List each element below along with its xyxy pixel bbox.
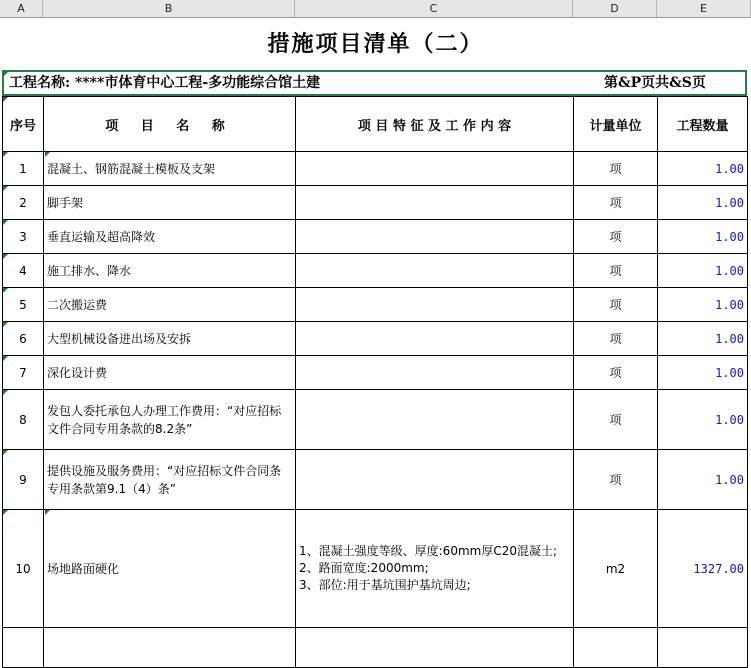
table-row — [3, 254, 748, 288]
table-header-row — [3, 97, 748, 152]
cell-quantity[interactable]: 1.00 — [658, 390, 748, 450]
cell-marker-icon — [3, 450, 8, 455]
header-quantity[interactable]: 工程数量 — [658, 97, 748, 152]
header-item-name-text: 项 目 名 称 — [105, 118, 234, 134]
table-row — [3, 186, 748, 220]
cell-quantity[interactable]: 1.00 — [658, 186, 748, 220]
header-seq[interactable]: 序号 — [3, 97, 44, 152]
cell-name[interactable]: 施工排水、降水 — [44, 254, 296, 288]
cell-unit[interactable]: 项 — [574, 220, 658, 254]
cell-unit[interactable]: 项 — [574, 254, 658, 288]
column-header-b[interactable]: B — [43, 0, 295, 17]
page-number-label: 第&P页共&S页 — [604, 75, 706, 91]
cell-feature[interactable] — [296, 322, 574, 356]
cell-unit[interactable]: 项 — [574, 186, 658, 220]
cell-unit[interactable]: 项 — [574, 450, 658, 510]
column-header-a[interactable]: A — [0, 0, 43, 17]
cell-seq[interactable]: 7 — [3, 356, 44, 390]
cell-feature[interactable] — [296, 288, 574, 322]
cell-seq[interactable]: 9 — [3, 450, 44, 510]
cell-marker-icon — [3, 72, 8, 77]
cell-seq[interactable]: 6 — [3, 322, 44, 356]
cell-marker-icon — [3, 288, 8, 293]
cell-feature[interactable] — [296, 356, 574, 390]
cell-name[interactable]: 发包人委托承包人办理工作费用：“对应招标文件合同专用条款的8.2条” — [44, 390, 296, 450]
cell-name[interactable]: 场地路面硬化 — [44, 510, 296, 628]
cell-name[interactable]: 垂直运输及超高降效 — [44, 220, 296, 254]
cell-marker-icon — [3, 97, 8, 102]
cell-unit[interactable]: 项 — [574, 356, 658, 390]
cell-empty[interactable] — [658, 628, 748, 668]
cell-marker-icon — [45, 510, 50, 515]
table-row — [3, 322, 748, 356]
cell-quantity[interactable]: 1.00 — [658, 220, 748, 254]
cell-quantity[interactable]: 1.00 — [658, 254, 748, 288]
cell-name[interactable]: 二次搬运费 — [44, 288, 296, 322]
cell-marker-icon — [3, 152, 8, 157]
cell-marker-icon — [3, 186, 8, 191]
cell-quantity[interactable]: 1.00 — [658, 288, 748, 322]
cell-feature[interactable] — [296, 390, 574, 450]
cell-name[interactable]: 深化设计费 — [44, 356, 296, 390]
cell-seq[interactable]: 5 — [3, 288, 44, 322]
table-row — [3, 152, 748, 186]
header-unit[interactable]: 计量单位 — [574, 97, 658, 152]
cell-marker-icon — [3, 220, 8, 225]
cell-quantity[interactable]: 1.00 — [658, 356, 748, 390]
cell-empty[interactable] — [3, 628, 44, 668]
cell-seq[interactable]: 8 — [3, 390, 44, 450]
cell-marker-icon — [3, 322, 8, 327]
cell-seq[interactable]: 3 — [3, 220, 44, 254]
cell-seq[interactable]: 1 — [3, 152, 44, 186]
cell-quantity[interactable]: 1327.00 — [658, 510, 748, 628]
project-name-label: 工程名称: ****市体育中心工程-多功能综合馆土建 — [9, 75, 321, 91]
cell-feature[interactable] — [296, 152, 574, 186]
cell-marker-icon — [3, 510, 8, 515]
table-row-empty — [3, 628, 748, 668]
cell-name[interactable]: 提供设施及服务费用：“对应招标文件合同条专用条款第9.1（4）条” — [44, 450, 296, 510]
table-row — [3, 356, 748, 390]
column-header-c[interactable]: C — [295, 0, 573, 17]
column-header-d[interactable]: D — [573, 0, 657, 17]
cell-unit[interactable]: 项 — [574, 322, 658, 356]
table-row — [3, 288, 748, 322]
table-row — [3, 220, 748, 254]
cell-seq[interactable]: 4 — [3, 254, 44, 288]
feature-line: 2、路面宽度:2000mm; — [299, 561, 429, 575]
cell-name[interactable]: 混凝土、钢筋混凝土模板及支架 — [44, 152, 296, 186]
cell-quantity[interactable]: 1.00 — [658, 450, 748, 510]
cell-marker-icon — [3, 390, 8, 395]
cell-marker-icon — [3, 356, 8, 361]
table-row — [3, 390, 748, 450]
column-header-bar — [0, 0, 751, 18]
project-info-row[interactable] — [2, 70, 747, 96]
column-header-e[interactable]: E — [657, 0, 751, 17]
cell-unit[interactable]: 项 — [574, 288, 658, 322]
feature-line: 3、部位:用于基坑围护基坑周边; — [299, 578, 471, 592]
cell-feature[interactable] — [296, 254, 574, 288]
cell-quantity[interactable]: 1.00 — [658, 322, 748, 356]
header-item-name[interactable] — [44, 97, 296, 152]
cell-feature[interactable] — [296, 510, 574, 628]
cell-quantity[interactable]: 1.00 — [658, 152, 748, 186]
table-row — [3, 510, 748, 628]
cell-marker-icon — [45, 152, 50, 157]
measures-table — [2, 96, 748, 668]
cell-name[interactable]: 大型机械设备进出场及安拆 — [44, 322, 296, 356]
cell-feature[interactable] — [296, 450, 574, 510]
table-row — [3, 450, 748, 510]
cell-feature[interactable] — [296, 220, 574, 254]
sheet-title: 措施项目清单（二） — [267, 31, 484, 57]
cell-unit[interactable]: m2 — [574, 510, 658, 628]
cell-marker-icon — [3, 254, 8, 259]
feature-line: 1、混凝土强度等级、厚度:60mm厚C20混凝土; — [299, 544, 558, 558]
cell-name[interactable]: 脚手架 — [44, 186, 296, 220]
cell-seq[interactable]: 2 — [3, 186, 44, 220]
cell-empty[interactable] — [574, 628, 658, 668]
cell-feature[interactable] — [296, 186, 574, 220]
cell-empty[interactable] — [44, 628, 296, 668]
cell-unit[interactable]: 项 — [574, 390, 658, 450]
cell-empty[interactable] — [296, 628, 574, 668]
cell-unit[interactable]: 项 — [574, 152, 658, 186]
header-feature[interactable]: 项 目 特 征 及 工 作 内 容 — [296, 97, 574, 152]
cell-seq[interactable]: 10 — [3, 510, 44, 628]
